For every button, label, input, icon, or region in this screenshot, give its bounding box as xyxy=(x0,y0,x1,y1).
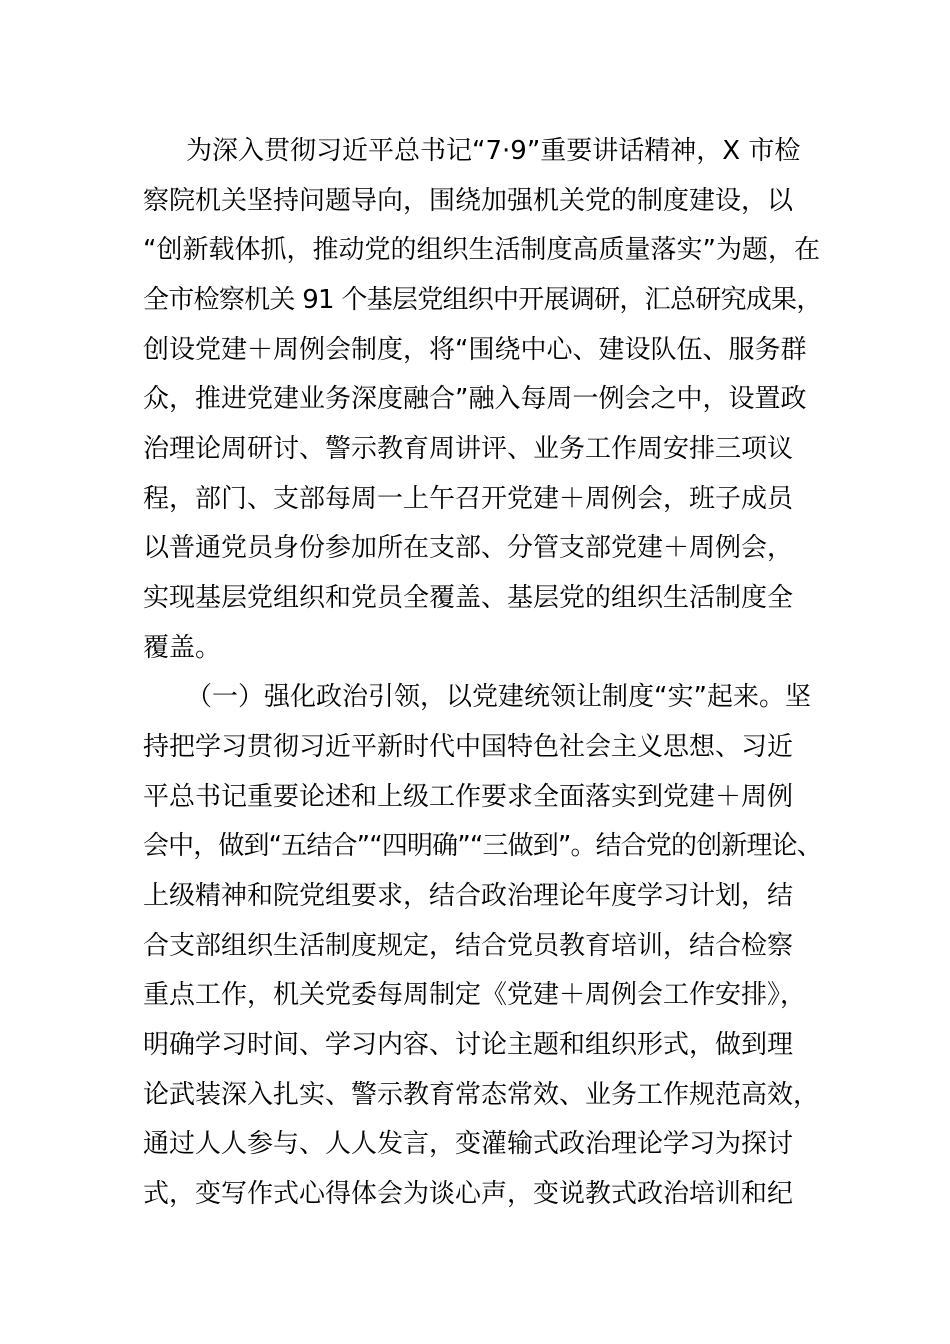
text-line: 察院机关坚持问题导向，围绕加强机关党的制度建设，以 xyxy=(143,186,794,216)
text-line: 实现基层党组织和党员全覆盖、基层党的组织生活制度全 xyxy=(143,583,794,613)
text-line: 创设党建＋周例会制度，将“围绕中心、建设队伍、服务群 xyxy=(143,335,807,365)
text-line: 治理论周研讨、警示教育周讲评、业务工作周安排三项议 xyxy=(143,434,794,464)
text-line: 上级精神和院党组要求，结合政治理论年度学习计划，结 xyxy=(143,881,794,911)
text-line: 合支部组织生活制度规定，结合党员教育培训，结合检察 xyxy=(143,931,794,961)
section-heading-line: （一）强化政治引领，以党建统领让制度“实”起来。坚 xyxy=(186,682,811,712)
text-line: 全市检察机关 91 个基层党组织中开展调研，汇总研究成果， xyxy=(143,285,822,315)
text-line: 会中，做到“五结合”“四明确”“三做到”。结合党的创新理论、 xyxy=(143,831,822,861)
text-line: 明确学习时间、学习内容、讨论主题和组织形式，做到理 xyxy=(143,1030,794,1060)
text-line: 通过人人参与、人人发言，变灌输式政治理论学习为探讨 xyxy=(143,1129,794,1159)
text-line: 式，变写作式心得体会为谈心声，变说教式政治培训和纪 xyxy=(143,1179,794,1209)
text-line: 以普通党员身份参加所在支部、分管支部党建＋周例会， xyxy=(143,533,794,563)
text-line: 重点工作，机关党委每周制定《党建＋周例会工作安排》， xyxy=(143,980,807,1010)
text-line: 众，推进党建业务深度融合”融入每周一例会之中，设置政 xyxy=(143,384,807,414)
text-line: 程，部门、支部每周一上午召开党建＋周例会，班子成员 xyxy=(143,484,794,514)
text-line: 平总书记重要论述和上级工作要求全面落实到党建＋周例 xyxy=(143,782,794,812)
text-line: “创新载体抓，推动党的组织生活制度高质量落实”为题，在 xyxy=(143,235,820,265)
text-line: 持把学习贯彻习近平新时代中国特色社会主义思想、习近 xyxy=(143,732,794,762)
text-line: 论武装深入扎实、警示教育常态常效、业务工作规范高效， xyxy=(143,1080,820,1110)
text-line: 覆盖。 xyxy=(143,633,222,663)
text-line: 为深入贯彻习近平总书记“7·9”重要讲话精神，X 市检 xyxy=(186,136,801,166)
